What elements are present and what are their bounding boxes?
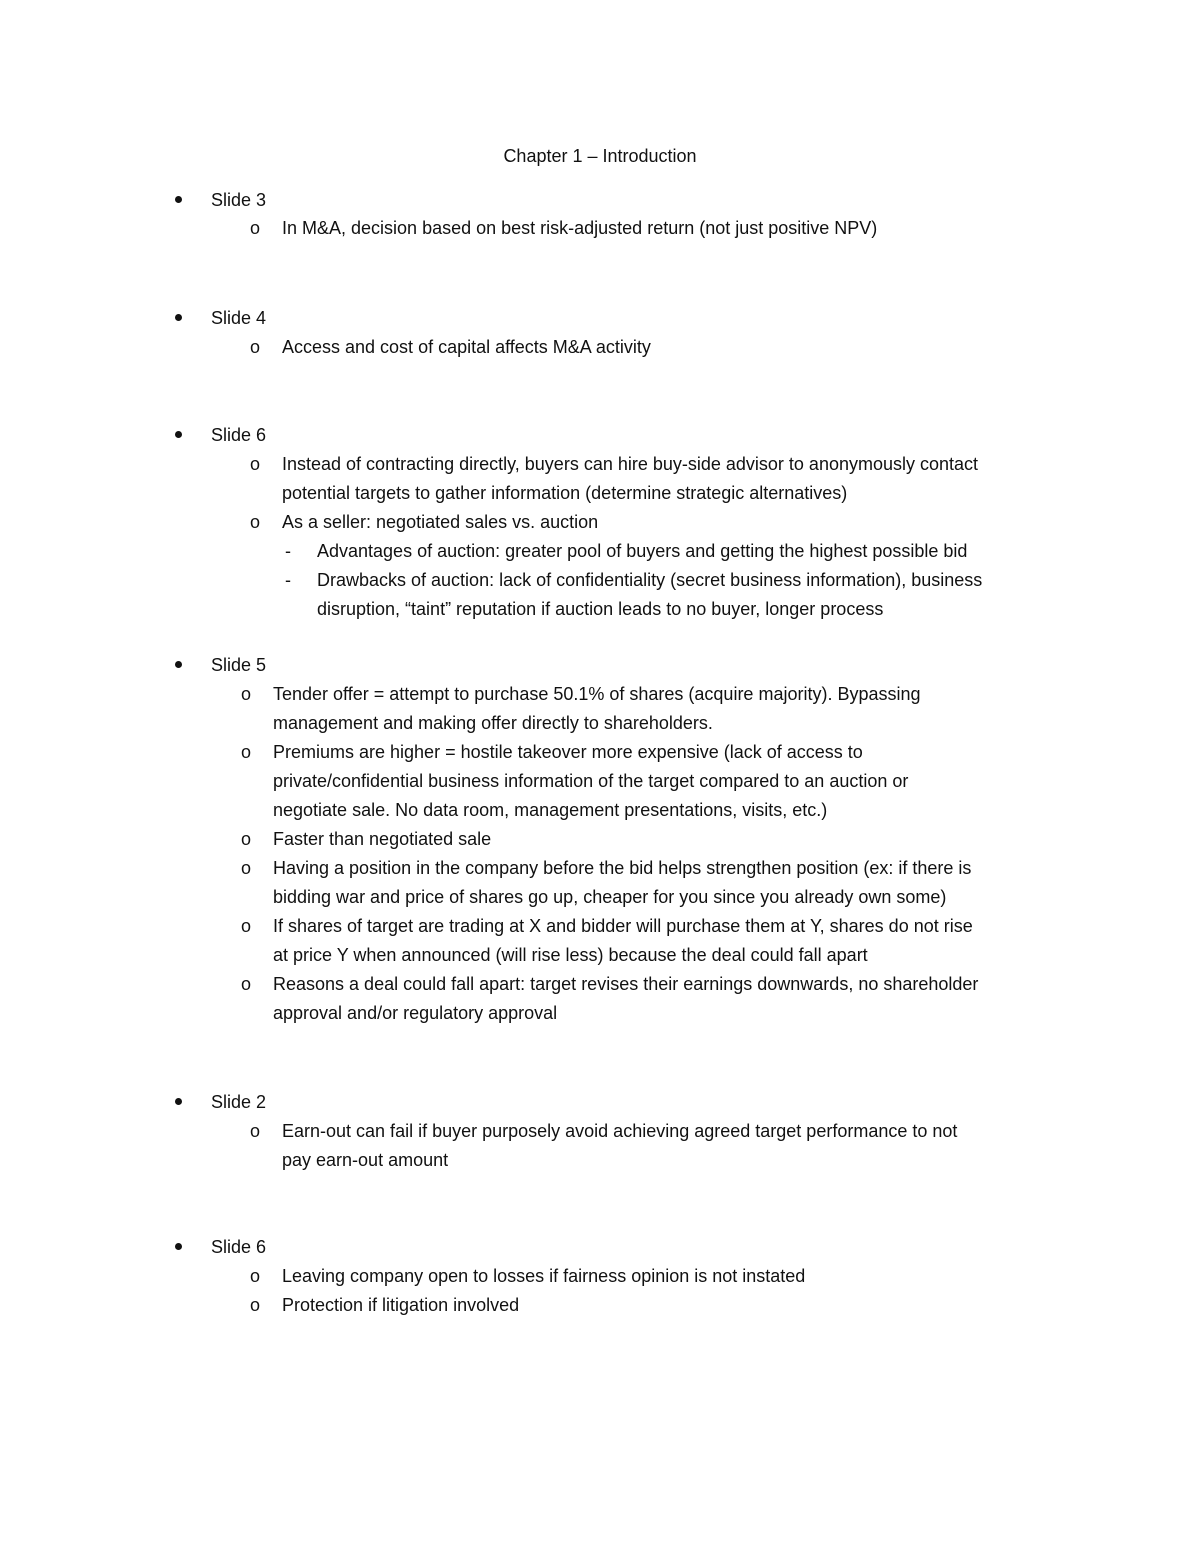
item-text: Protection if litigation involved bbox=[282, 1295, 520, 1315]
bullet-icon bbox=[175, 196, 182, 203]
item-text: Premiums are higher = hostile takeover more expensive (lack of access to bbox=[273, 742, 863, 762]
item-text: pay earn-out amount bbox=[282, 1150, 449, 1170]
item-text: Instead of contracting directly, buyers can hire buy-side advisor to anonymously contact bbox=[282, 454, 979, 474]
sub-bullet-icon: o bbox=[241, 829, 252, 849]
item-text: If shares of target are trading at X and bidder will purchase them at Y, shares do not rise bbox=[273, 916, 973, 936]
bullet-icon bbox=[175, 431, 182, 438]
item-text: bidding war and price of shares go up, cheaper for you since you already own some) bbox=[273, 887, 947, 907]
sub-bullet-icon: o bbox=[241, 974, 252, 994]
sub-bullet-icon: o bbox=[241, 684, 252, 704]
item-text: Access and cost of capital affects M&A activity bbox=[282, 337, 651, 357]
item-text: approval and/or regulatory approval bbox=[273, 1003, 558, 1023]
sub-bullet-icon: o bbox=[250, 454, 261, 474]
section-heading: Slide 6 bbox=[211, 425, 267, 445]
subitem-text: Advantages of auction: greater pool of buyers and getting the highest possible bid bbox=[317, 541, 968, 561]
sub-bullet-icon: o bbox=[250, 337, 261, 357]
bullet-icon bbox=[175, 1098, 182, 1105]
sub-bullet-icon: o bbox=[250, 1266, 261, 1286]
sub-bullet-icon: o bbox=[241, 742, 252, 762]
sub-bullet-icon: o bbox=[250, 1121, 261, 1141]
section-heading: Slide 2 bbox=[211, 1092, 267, 1112]
dash-bullet-icon: - bbox=[285, 541, 291, 561]
item-text: potential targets to gather information (determine strategic alternatives) bbox=[282, 483, 848, 503]
item-text: Earn-out can fail if buyer purposely avoid achieving agreed target performance to not bbox=[282, 1121, 958, 1141]
item-text: Leaving company open to losses if fairness opinion is not instated bbox=[282, 1266, 806, 1286]
sub-bullet-icon: o bbox=[250, 512, 261, 532]
item-text: management and making offer directly to shareholders. bbox=[273, 713, 713, 733]
item-text: negotiate sale. No data room, management presentations, visits, etc.) bbox=[273, 800, 828, 820]
item-text: private/confidential business information of the target compared to an auction or bbox=[273, 771, 909, 791]
bullet-icon bbox=[175, 661, 182, 668]
item-text: Tender offer = attempt to purchase 50.1% of shares (acquire majority). Bypassing bbox=[273, 684, 921, 704]
item-text: Having a position in the company before the bid helps strengthen position (ex: if there is bbox=[273, 858, 972, 878]
section-heading: Slide 3 bbox=[211, 190, 267, 210]
dash-bullet-icon: - bbox=[285, 570, 291, 590]
bullet-icon bbox=[175, 314, 182, 321]
section-heading: Slide 4 bbox=[211, 308, 267, 328]
item-text: As a seller: negotiated sales vs. auction bbox=[282, 512, 599, 532]
item-text: In M&A, decision based on best risk-adjusted return (not just positive NPV) bbox=[282, 218, 878, 238]
item-text: Faster than negotiated sale bbox=[273, 829, 492, 849]
sub-bullet-icon: o bbox=[241, 858, 252, 878]
item-text: at price Y when announced (will rise less) because the deal could fall apart bbox=[273, 945, 868, 965]
bullet-icon bbox=[175, 1243, 182, 1250]
document-title: Chapter 1 – Introduction bbox=[503, 146, 697, 166]
sub-bullet-icon: o bbox=[250, 218, 261, 238]
subitem-text: disruption, “taint” reputation if auction leads to no buyer, longer process bbox=[317, 599, 884, 619]
subitem-text: Drawbacks of auction: lack of confidentiality (secret business information), business bbox=[317, 570, 983, 590]
section-heading: Slide 6 bbox=[211, 1237, 267, 1257]
sub-bullet-icon: o bbox=[241, 916, 252, 936]
section-heading: Slide 5 bbox=[211, 655, 267, 675]
item-text: Reasons a deal could fall apart: target revises their earnings downwards, no shareholder bbox=[273, 974, 979, 994]
sub-bullet-icon: o bbox=[250, 1295, 261, 1315]
